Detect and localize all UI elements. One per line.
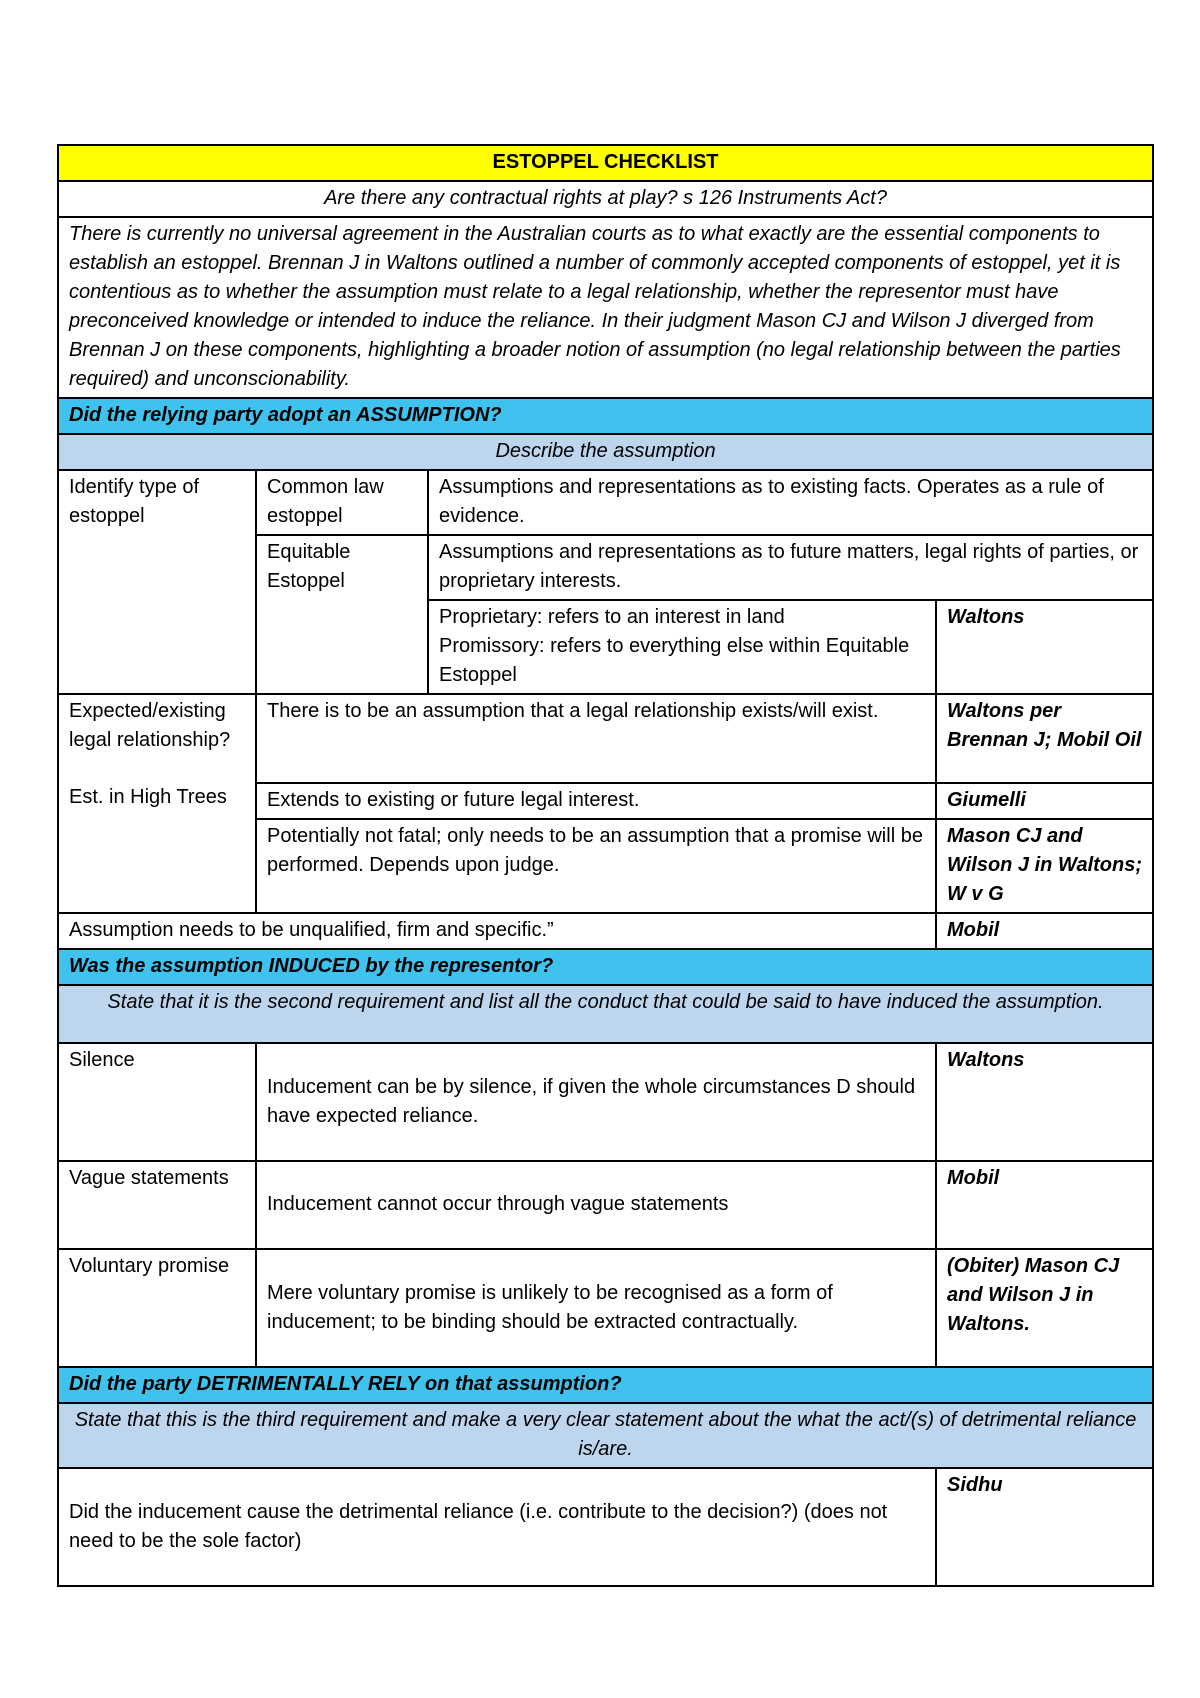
inducement-cause-description: Did the inducement cause the detrimental reliance (i.e. contribute to the decision?) (does not need to be the sole factor): [58, 1468, 936, 1586]
assumption-heading: Did the relying party adopt an ASSUMPTION?: [58, 398, 1153, 434]
not-fatal-case: Mason CJ and Wilson J in Waltons; W v G: [936, 819, 1153, 913]
legal-relationship-cell: [58, 694, 256, 913]
legal-relationship-label: Expected/existing legal relationship?: [69, 700, 231, 751]
estoppel-type-label: Identify type of estoppel: [58, 470, 256, 694]
extends-description: Extends to existing or future legal interest.: [256, 783, 936, 819]
silence-description: Inducement can be by silence, if given the whole circumstances D should have expected reliance.: [256, 1043, 936, 1161]
legal-relationship-description: There is to be an assumption that a legal relationship exists/will exist.: [256, 694, 936, 783]
vague-statements-case: Mobil: [936, 1161, 1153, 1249]
unqualified-case: Mobil: [936, 913, 1153, 949]
assumption-guide: Describe the assumption: [58, 434, 1153, 470]
silence-label: Silence: [58, 1043, 256, 1161]
voluntary-promise-case: (Obiter) Mason CJ and Wilson J in Waltons.: [936, 1249, 1153, 1367]
vague-statements-description: Inducement cannot occur through vague statements: [256, 1161, 936, 1249]
high-trees-note: Est. in High Trees: [69, 786, 227, 808]
intro-paragraph: There is currently no universal agreement in the Australian courts as to what exactly are the essential components to establish an estoppel. Brennan J in Waltons outlined a number of commonly accepted components of estoppel, yet it is contentious as to whether the assumption must relate to a legal relationship, whether the representor must have preconceived knowledge or intended to induce the reliance. In their judgment Mason CJ and Wilson J diverged from Brennan J on these components, highlighting a broader notion of assumption (no legal relationship between the parties required) and unconscionability.: [58, 217, 1153, 398]
legal-relationship-case: Waltons per Brennan J; Mobil Oil: [936, 694, 1153, 783]
contractual-rights-question: Are there any contractual rights at play? s 126 Instruments Act?: [58, 181, 1153, 217]
extends-case: Giumelli: [936, 783, 1153, 819]
unqualified-description: Assumption needs to be unqualified, firm and specific.”: [58, 913, 936, 949]
common-law-label: Common law estoppel: [256, 470, 428, 535]
equitable-description: Assumptions and representations as to future matters, legal rights of parties, or proprietary interests.: [428, 535, 1153, 600]
estoppel-checklist-table: [57, 144, 1154, 1587]
equitable-label: Equitable Estoppel: [256, 535, 428, 694]
common-law-description: Assumptions and representations as to existing facts. Operates as a rule of evidence.: [428, 470, 1153, 535]
promissory-subtype: Promissory: refers to everything else within Equitable Estoppel: [439, 635, 910, 686]
estoppel-subtypes: [428, 600, 936, 694]
voluntary-promise-label: Voluntary promise: [58, 1249, 256, 1367]
reliance-guide: State that this is the third requirement and make a very clear statement about the what the act/(s) of detrimental reliance is/are.: [58, 1403, 1153, 1468]
reliance-heading: Did the party DETRIMENTALLY RELY on that assumption?: [58, 1367, 1153, 1403]
silence-case: Waltons: [936, 1043, 1153, 1161]
checklist-title: ESTOPPEL CHECKLIST: [58, 145, 1153, 181]
subtypes-case: Waltons: [936, 600, 1153, 694]
induced-heading: Was the assumption INDUCED by the representor?: [58, 949, 1153, 985]
voluntary-promise-description: Mere voluntary promise is unlikely to be recognised as a form of inducement; to be binding should be extracted contractually.: [256, 1249, 936, 1367]
not-fatal-description: Potentially not fatal; only needs to be an assumption that a promise will be performed. Depends upon judge.: [256, 819, 936, 913]
inducement-cause-case: Sidhu: [936, 1468, 1153, 1586]
induced-guide: State that it is the second requirement and list all the conduct that could be said to have induced the assumption.: [58, 985, 1153, 1043]
proprietary-subtype: Proprietary: refers to an interest in land: [439, 606, 785, 628]
vague-statements-label: Vague statements: [58, 1161, 256, 1249]
